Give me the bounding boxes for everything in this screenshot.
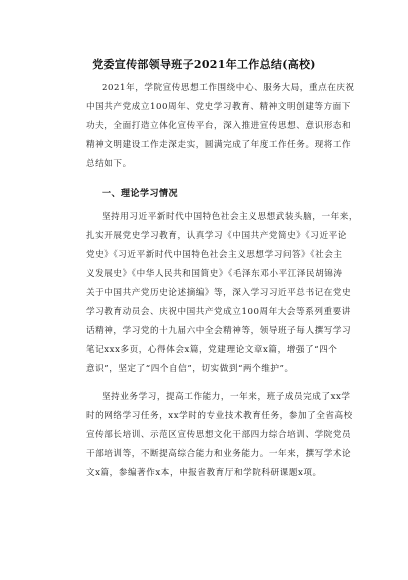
paragraph-line: 学习教育动员会、庆祝中国共产党成立100周年大会等系列重要讲 [86,307,351,317]
paragraph-line: 笔记xxx多页，心得体会x篇，党建理论文章x篇，增强了“四个 [86,345,338,355]
paragraph-line: 意识”，坚定了“四个自信”，切实做到“两个维护”。 [86,364,294,374]
section-heading: 一、理论学习情况 [102,189,179,199]
paragraph-line: 2021年，学院宣传思想工作围绕中心、服务大局，重点在庆祝 [102,83,355,93]
paragraph-line: 扎实开展党史学习教育，认真学习《中国共产党简史》《习近平论 [86,231,347,241]
paragraph-line: 精神文明建设工作走深走实，圆满完成了年度工作任务。现将工作 [86,140,352,150]
paragraph-line: 中国共产党成立100周年、党史学习教育、精神文明创建等方面下 [86,102,351,112]
paragraph-line: 功夫，全面打造立体化宣传平台，深入推进宣传思想、意识形态和 [86,121,352,131]
paragraph-line: 义发展史》《中华人民共和国简史》《毛泽东邓小平江泽民胡锦涛 [86,269,343,279]
paragraph-line: 总结如下。 [86,159,132,169]
document-title: 党委宣传部领导班子2021年工作总结(高校) [92,58,316,71]
paragraph-line: 时的网络学习任务，xx学时的专业技术教育任务，参加了全省高校 [86,411,353,421]
paragraph-line: 文x篇，参编著作x本，申报省教育厅和学院科研课题x项。 [86,468,322,478]
paragraph-line: 党史》《习近平新时代中国特色社会主义思想学习问答》《社会主 [86,250,343,260]
paragraph-line: 话精神，学习党的十九届六中全会精神等，领导班子每人撰写学习 [86,326,352,336]
paragraph-line: 干部培训等，不断提高综合能力和业务能力。一年来，撰写学术论 [86,449,352,459]
paragraph-line: 宣传部长培训、示范区宣传思想文化干部四力综合培训、学院党员 [86,430,352,440]
paragraph-line: 坚持用习近平新时代中国特色社会主义思想武装头脑，一年来， [102,212,359,222]
paragraph-line: 关于中国共产党历史论述摘编》等，深入学习习近平总书记在党史 [86,288,352,298]
paragraph-line: 坚持业务学习，提高工作能力，一年来，班子成员完成了xx学 [102,392,351,402]
